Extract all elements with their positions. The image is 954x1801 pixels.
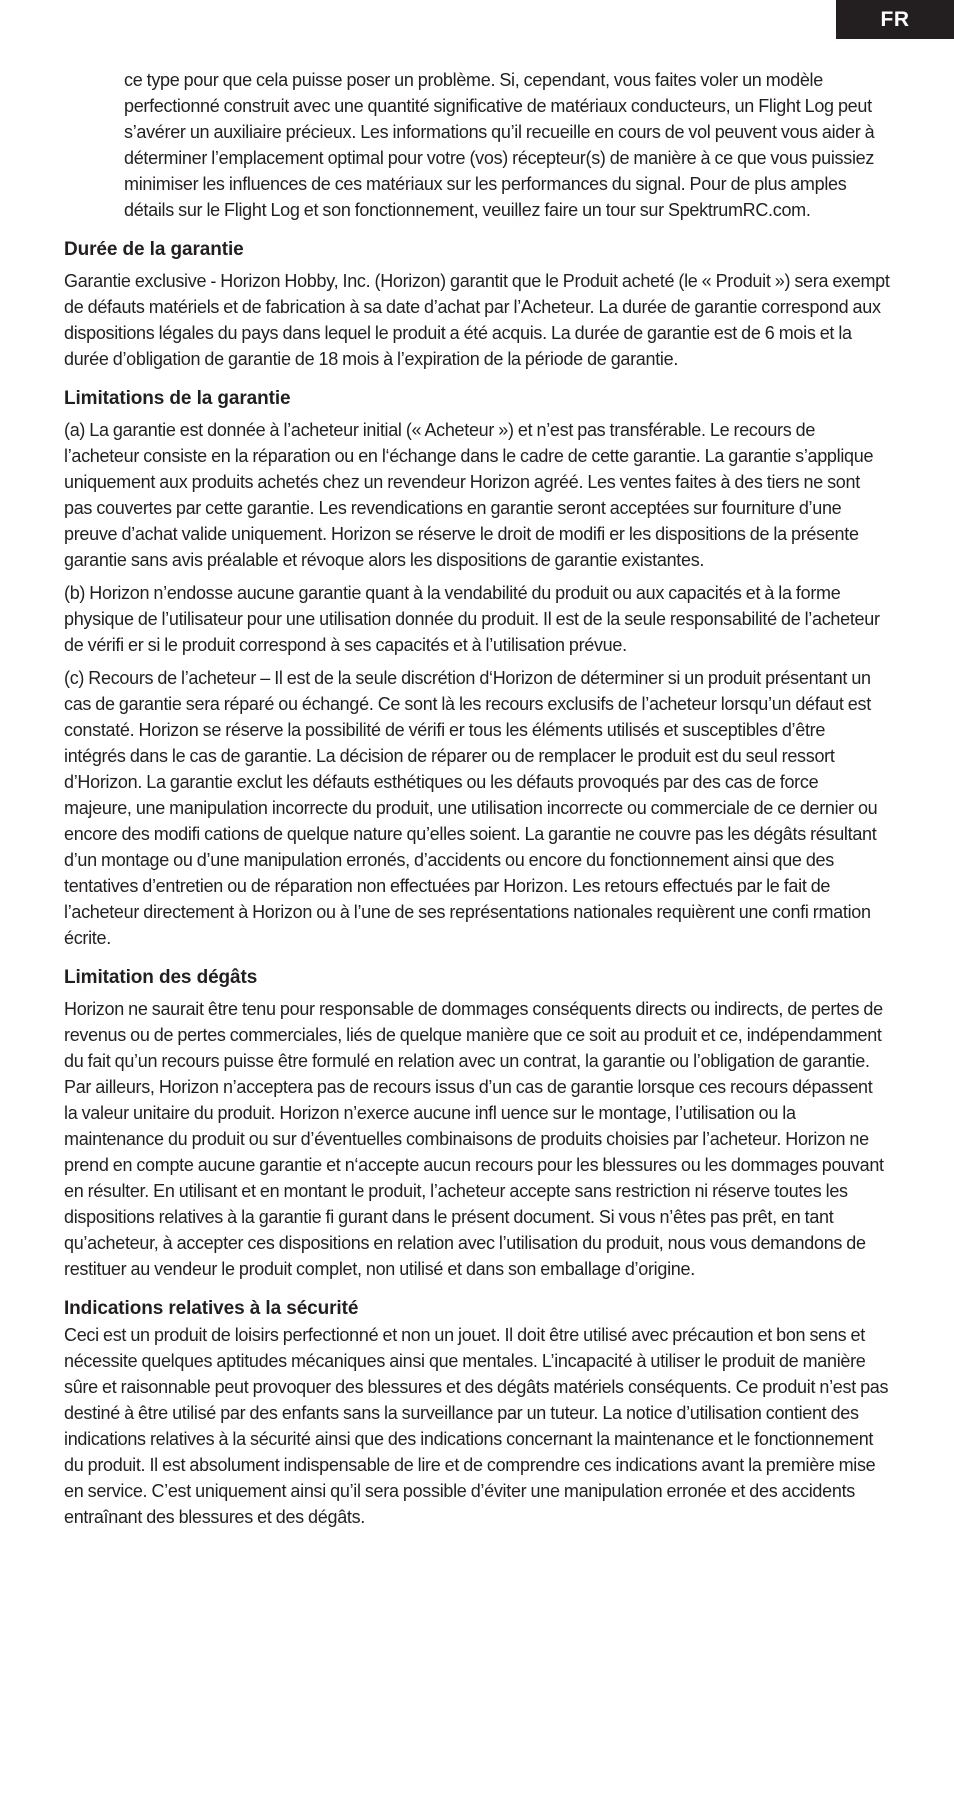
paragraph-duree-garantie: Garantie exclusive - Horizon Hobby, Inc. (Horizon) garantit que le Produit acheté (le « Produit ») sera exempt de défauts matériels et de fabrication à sa date d’achat par l’Acheteur. La durée de garantie correspond aux dispositions légales du pays dans lequel le produit a été acquis. La durée de garantie est de 6 mois et la durée d’obligation de garantie de 18 mois à l’expiration de la période de garantie. [64,271,890,369]
heading-limitations-garantie: Limitations de la garantie [64,388,291,409]
paragraph-limitations-c: (c) Recours de l’acheteur – Il est de la seule discrétion d‘Horizon de déterminer si un produit présentant un cas de garantie sera réparé ou échangé. Ce sont là les recours exclusifs de l’acheteur lorsqu’un défaut est constaté. Horizon se réserve la possibilité de vérifi er tous les éléments utilisés et susceptibles d’être intégrés dans le cas de garantie. La décision de réparer ou de remplacer le produit est du seul ressort d’Horizon. La garantie exclut les défauts esthétiques ou les défauts provoqués par des cas de force majeure, une manipulation incorrecte du produit, une utilisation incorrecte ou commerciale de ce dernier ou encore des modifi cations de quelque nature qu’elles soient. La garantie ne couvre pas les dégâts résultant d’un montage ou d’une manipulation erronés, d’accidents ou encore du fonctionnement ainsi que des tentatives d’entretien ou de réparation non effectuées par Horizon. Les retours effectués par le fait de l’acheteur directement à Horizon ou à l’une de ses représentations nationales requièrent une confi rmation écrite. [64,668,878,948]
paragraph-limitation-degats: Horizon ne saurait être tenu pour responsable de dommages conséquents directs ou indirects, de pertes de revenus ou de pertes commerciales, liés de quelque manière que ce soit au produit et ce, indépendamment du fait qu’un recours puisse être formulé en relation avec un contrat, la garantie ou l’obligation de garantie. Par ailleurs, Horizon n’acceptera pas de recours issus d’un cas de garantie lorsque ces recours dépassent la valeur unitaire du produit. Horizon n’exerce aucune infl uence sur le montage, l’utilisation ou la maintenance du produit ou sur d’éventuelles combinaisons de produits choisies par l’acheteur. Horizon ne prend en compte aucune garantie et n‘accepte aucun recours pour les blessures ou les dommages pouvant en résulter. En utilisant et en montant le produit, l’acheteur accepte sans restriction ni réserve toutes les dispositions relatives à la garantie fi gurant dans le présent document. Si vous n’êtes pas prêt, en tant qu’acheteur, à accepter ces dispositions en relation avec l’utilisation du produit, nous vous demandons de restituer au vendeur le produit complet, non utilisé et dans son emballage d’origine. [64,999,884,1279]
paragraph-securite: Ceci est un produit de loisirs perfectionné et non un jouet. Il doit être utilisé avec précaution et bon sens et nécessite quelques aptitudes mécaniques ainsi que mentales. L’incapacité à utiliser le produit de manière sûre et raisonnable peut provoquer des blessures et des dégâts matériels conséquents. Ce produit n’est pas destiné à être utilisé par des enfants sans la surveillance par un tuteur. La notice d’utilisation contient des indications relatives à la sécurité ainsi que des indications concernant la maintenance et le fonctionnement du produit. Il est absolument indispensable de lire et de comprendre ces indications avant la première mise en service. C’est uniquement ainsi qu’il sera possible d’éviter une manipulation erronée et des accidents entraînant des blessures et des dégâts. [64,1325,889,1527]
paragraph-limitations-b: (b) Horizon n’endosse aucune garantie quant à la vendabilité du produit ou aux capacités et à la forme physique de l’utilisateur pour une utilisation donnée du produit. Il est de la seule responsabilité de l’acheteur de vérifi er si le produit correspond à ses capacités et à l’utilisation prévue. [64,583,880,655]
intro-paragraph: ce type pour que cela puisse poser un problème. Si, cependant, vous faites voler un modèle perfectionné construit avec une quantité significative de matériaux conducteurs, un Flight Log peut s’avérer un auxiliaire précieux. Les informations qu’il recueille en cours de vol peuvent vous aider à déterminer l’emplacement optimal pour votre (vos) récepteur(s) de manière à ce que vous puissiez minimiser les influences de ces matériaux sur les performances du signal. Pour de plus amples détails sur le Flight Log et son fonctionnement, veuillez faire un tour sur SpektrumRC.com. [124,70,875,220]
page-content [64,67,890,1537]
heading-securite: Indications relatives à la sécurité [64,1298,359,1319]
paragraph-limitations-a: (a) La garantie est donnée à l’acheteur initial (« Acheteur ») et n’est pas transférable. Le recours de l’acheteur consiste en la réparation ou en l‘échange dans le cadre de cette garantie. La garantie s’applique uniquement aux produits achetés chez un revendeur Horizon agréé. Les ventes faites à des tiers ne sont pas couvertes par cette garantie. Les revendications en garantie seront acceptées sur fourniture d’une preuve d’achat valide uniquement. Horizon se réserve le droit de modifi er les dispositions de la présente garantie sans avis préalable et révoque alors les dispositions de garantie existantes. [64,420,874,570]
heading-limitation-degats: Limitation des dégâts [64,967,258,988]
language-tab: FR [836,0,954,39]
heading-duree-garantie: Durée de la garantie [64,239,244,260]
